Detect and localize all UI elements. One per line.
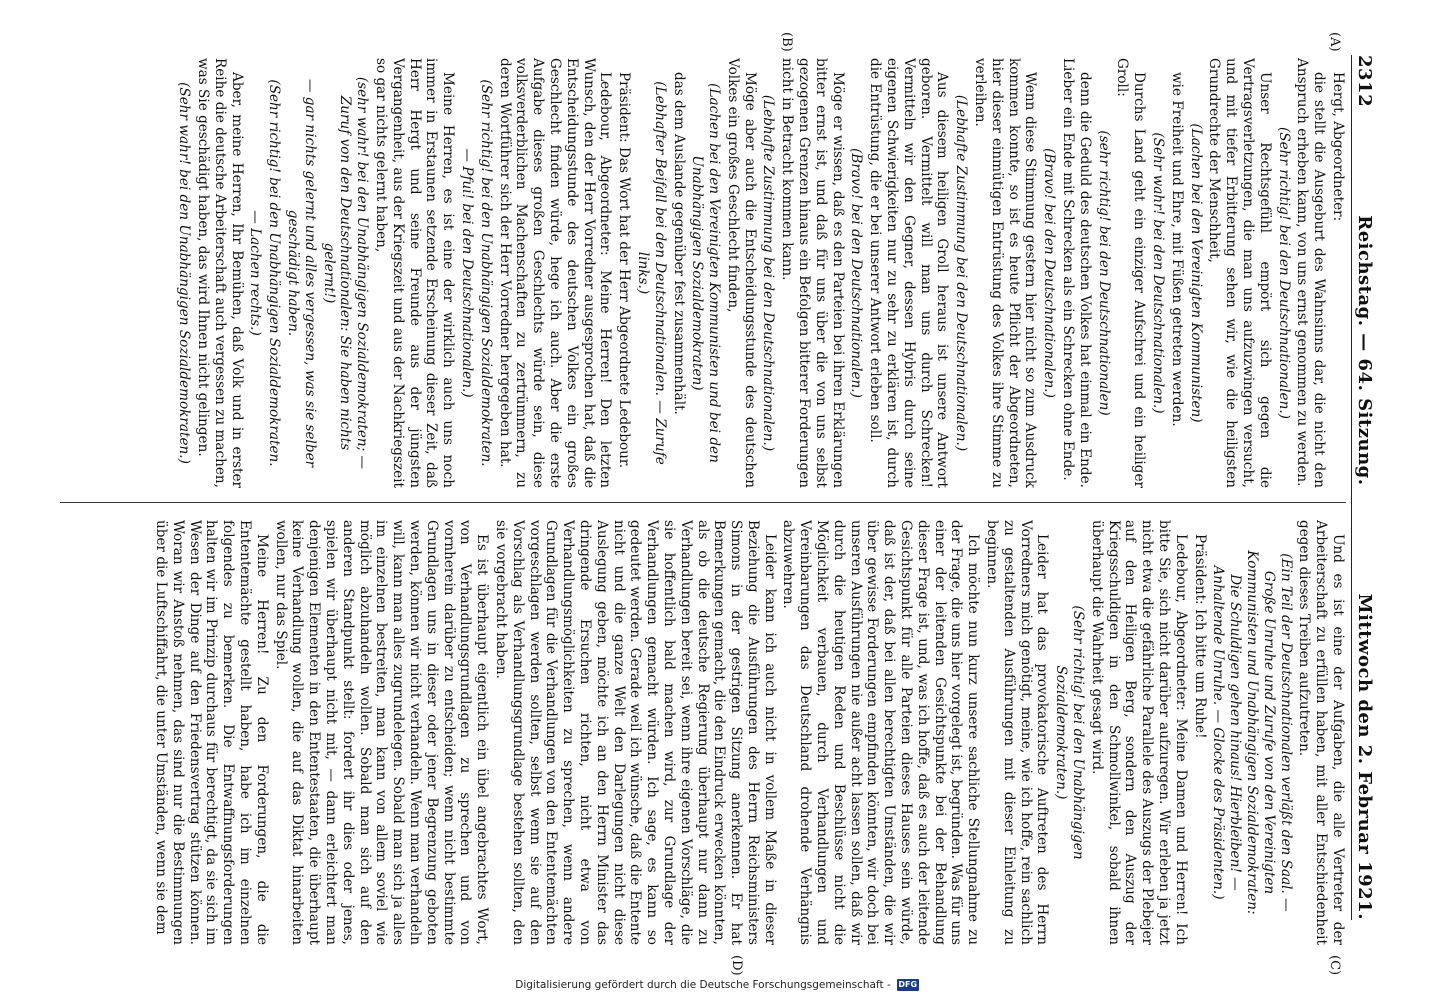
paragraph: — gar nichts gelernt und alles vergessen, was sie selber geschädigt haben. — [284, 78, 318, 468]
margin-marker-b: (B) — [779, 32, 794, 52]
footer-credit — [0, 976, 1434, 994]
column-divider — [60, 502, 1346, 503]
paragraph: (Sehr richtig! bei den Unabhängigen Sozialdemokraten. — [477, 79, 494, 467]
paragraph: wie Freiheit und Ehre, mit Füßen getreten werden. — [1168, 72, 1185, 427]
margin-marker-d: (D) — [729, 955, 744, 976]
paragraph: Ledebour, Abgeordneter: Meine Damen und Herren! Ich bitte Sie, sich nicht darüber aufzuregen. Wir erleben ja jetzt nicht etwa die gefährliche Parallele des Auszugs der Plebejer auf den Heiligen Berg, sondern den Auszug der Kriegsschuldigen in den Schmollwinkel, sobald ihnen überhaupt die Wahrheit gesagt wird. — [1088, 520, 1189, 945]
left-text-column — [60, 58, 1346, 488]
right-text-column — [60, 520, 1346, 945]
paragraph: (sehr wahr! bei den Unabhängigen Sozialdemokraten; — Zuruf von den Deutschnationalen: Sie haben nichts gelernt!) — [320, 76, 371, 470]
paragraph: (Sehr wahr! bei den Unabhängigen Sozialdemokraten.) — [176, 82, 193, 464]
dfg-logo: DFG — [898, 980, 918, 989]
page-header — [1351, 55, 1378, 920]
paragraph: (Sehr richtig! bei den Deutschnationalen.) — [1275, 127, 1292, 419]
margin-marker-c: (C) — [1327, 955, 1342, 976]
paragraph: denn die Geduld des deutschen Volkes hat einmal ein Ende. Lieber ein Ende mit Schrecken als ein Schrecken ohne Ende. — [1060, 58, 1093, 488]
paragraph: Durchs Land geht ein einziger Aufschrei und ein heiliger Groll: — [1114, 58, 1148, 488]
paragraph: Möge aber auch die Entscheidungsstunde des deutschen Volkes ein großes Geschlecht finden, — [724, 58, 758, 488]
paragraph: (Bravo! bei den Deutschnationalen.) — [848, 148, 865, 398]
page-number: 2312 — [1354, 55, 1376, 108]
paragraph: (Ein Teil der Deutschnationalen verläßt den Saal. — Große Unruhe und Zurufe von den Vereinigten Kommunisten und Unabhängigen Sozialdemokraten: Die Schuldigen gehen hinaus! Hierbleiben! — Anhaltende Unruhe. — Glocke des Präsidenten.) — [1210, 550, 1294, 915]
paragraph: Meine Herren, es ist eine der wirklich auch uns noch immer in Erstaunen setzende Erscheinung dieser Zeit, daß Herr Hergt und seine Freunde aus der jüngsten Vergangenheit, aus der Kriegszeit und aus der Nachkriegszeit so gar nichts gelernt haben, — [372, 58, 457, 488]
paragraph: (Lebhafte Zustimmung bei den Deutschnationalen.) — [760, 94, 777, 452]
paragraph: Aber, meine Herren, Ihr Bemühen, daß Volk und in erster Reihe die deutsche Arbeiterschaft auch vergessen zu machen, was Sie geschädigt haben, das wird Ihnen nicht gelingen. — [195, 58, 245, 488]
page-date: Mittwoch den 2. Februar 1921. — [1354, 593, 1376, 920]
paragraph: Ledebour, Abgeordneter: Meine Herren! Den letzten Wunsch, den der Herr Vorredner ausgesprochen hat, daß die Entscheidungsstunde des deutschen Volkes ein großes Geschlecht finden würde, hege ich auch. Aber die erste Aufgabe dieses großen Geschlechts würde sein, diese volksverderblichen Machenschaften zu zertrümmern, zu deren Wortführer sich der Herr Vorredner hergegeben hat. — [496, 58, 614, 488]
paragraph: — Pfui! bei den Deutschnationalen.) — [458, 148, 475, 398]
page-title: Reichstag. — 64. Sitzung. — [1354, 215, 1376, 486]
paragraph: (Lachen bei den Vereinigten Kommunisten) — [1187, 123, 1204, 423]
paragraph: (Lebhafte Zustimmung bei den Deutschnationalen.) — [953, 94, 970, 452]
paragraph: Und es ist eine der Aufgaben, die alle Vertreter der Arbeiterschaft zu erfüllen haben, mit aller Entschiedenheit gegen dieses Treiben aufzutreten. — [1296, 520, 1346, 945]
paragraph: (Sehr richtig! bei den Unabhängigen Sozialdemokraten. — [266, 79, 283, 467]
paragraph: Präsident: Das Wort hat der Herr Abgeordnete Ledebour. — [616, 72, 633, 469]
paragraph: Präsident: Ich bitte um Ruhe! — [1191, 534, 1208, 739]
paragraph: Aus diesem heiligen Groll heraus ist unsere Antwort geboren. Vermittelt will man uns durch Schrecken! Vermitteln wir den Gegner, dessen Hybris durch seine eigenen Schwierigkeiten nur zu sehr zu erklären ist, durch die Entrüstung, die er bei unserer Antwort erleben soll. — [867, 58, 951, 488]
paragraph: (Sehr wahr! bei den Deutschnationalen.) — [1150, 132, 1167, 414]
paragraph: Hergt, Abgeordneter: — [1330, 72, 1346, 222]
paragraph: (Lachen bei den Vereinigten Kommunisten und bei den Unabhängigen Sozialdemokraten) — [689, 83, 723, 463]
paragraph: das dem Auslande gegenüber fest zusammenhält. — [670, 72, 687, 415]
margin-marker-a: (A) — [1327, 32, 1342, 52]
paragraph: (Bravo! bei den Deutschnationalen.) — [1041, 148, 1058, 398]
paragraph: Leider hat das provokatorische Auftreten des Herrn Vorredners mich genötigt, meine, wie ich hoffe, rein sachlich zu gestaltenden Ausführungen mit dieser Einleitung zu beginnen. — [984, 520, 1051, 945]
paragraph: — Lachen rechts.) — [247, 210, 264, 336]
paragraph: Es ist überhaupt eigentlich ein übel angebrachtes Wort, von Verhandlungsgrundlagen zu sprechen und von vornherein darüber zu entscheiden; wenn nicht bestimmte Grundlagen uns in dieser oder jener Begrenzung geboten werden, können wir nicht verhandeln. Wenn man verhandeln will, kann man alles zugrundelegen. Sobald man sich ja alles im einzelnen bestreiten, man kann von allem soviel wie möglich abzuhandeln wollen. Sobald man sich auf den anderen Standpunkt stellt: fordert ihr dies oder jenes, spielen wir überhaupt nicht mit, — dann erleichtert man denjenigen Elementen in den Ententestaaten, die überhaupt keine Verhandlung wollen, die auf das Diktat hinarbeiten wollen, nur das Spiel. — [272, 520, 491, 945]
paragraph: Leider kann ich auch nicht in vollem Maße in dieser Beziehung die Ausführungen des Herrn Reichsministers Simons in der gestrigen Sitzung anerkennen. Er hat Bemerkungen gemacht, die den Eindruck erwecken könnten, als ob die deutsche Regierung überhaupt nur dann zu Verhandlungen bereit sei, wenn ihre eigenen Vorschläge, die sie hoffentlich bald machen wird, zur Grundlage der Verhandlungen gemacht würden. Ich sage, es kann so gedeutet werden. Gerade weil ich wünsche, daß die Entente nicht und die ganze Welt den Darlegungen nicht diese Auslegung geben, möchte ich an den Herrn Minister das dringende Ersuchen richten, nicht etwa von Verhandlungsmöglichkeiten zu sprechen, wenn andere Grundlagen für die Verhandlungen von den Ententemächten vorgeschlagen werden sollten, selbst wenn sie auf den Vorschlag als Verhandlungsgrundlage bestehen sollten, den sie vorgebracht haben. — [492, 520, 778, 945]
paragraph: (sehr richtig! bei den Deutschnationalen) — [1095, 130, 1112, 416]
footer-text: Digitalisierung gefördert durch die Deutsche Forschungsgemeinschaft - — [515, 979, 891, 991]
paragraph: Möge er wissen, daß es den Parteien bei ihren Erklärungen bitter ernst ist, und daß für uns über die von uns selbst gezogenen Grenzen hinaus ein Befolgen bitterer Forderungen nicht in Betracht kommen kann. — [779, 58, 846, 488]
paragraph: (Sehr richtig! bei den Unabhängigen Sozialdemokraten.) — [1053, 605, 1087, 860]
paragraph: Wenn diese Stimmung gestern hier nicht so zum Ausdruck kommen konnte, so ist es heute Pflicht der Abgeordneten, hier dieser einmütigen Entrüstung des Volkes ihre Stimme zu verleihen. — [972, 58, 1039, 488]
paragraph: Unser Rechtsgefühl empört sich gegen die Vertragsverletzungen, die man uns aufzuzwingen versucht, und mit tiefer Erbitterung sehen wir, wie die heiligsten Grundrechte der Menschheit, — [1206, 58, 1273, 488]
paragraph: Ich möchte nun kurz unsere sachliche Stellungnahme zu der Frage, die uns hier vorgelegt ist, begründen. Was für uns einer der leitenden Gesichtspunkte bei der Behandlung dieser Frage ist, und, was ich hoffe, daß es auch der leitende Gesichtspunkt für alle Parteien dieses Hauses sein würde, daß ist der, daß bei allen berechtigten Umständen, die wir über gewisse Forderungen empfinden könnten, wir doch bei unseren Ausführungen nie außer acht lassen sollen, daß wir durch die heutigen Reden und Beschlüsse nicht die Möglichkeit verbauen, durch Verhandlungen und Vereinbarungen das Deutschland drohende Verhängnis abzuwehren. — [780, 520, 982, 945]
paragraph: (Lebhafter Beifall bei den Deutschnationalen. — Zurufe links.) — [634, 81, 668, 465]
paragraph: die stellt die Ausgeburt des Wahnsinns dar, die nicht den Anspruch erheben kann, von uns ernst genommen zu werden. — [1294, 58, 1328, 488]
paragraph: Meine Herren! Zu den Forderungen, die die Ententemächte gestellt haben, habe ich im einzelnen folgendes zu bemerken. Die Entwaffnungsforderungen halten wir im Prinzip durchaus für berechtigt, da sie sich im Wesen der Dinge auf den Friedensvertrag stützen können. Woran wir Anstoß nehmen, das sind nur die Bestimmungen über die Luftschiffahrt, die unter Umständen, wenn sie dem — [153, 520, 270, 945]
